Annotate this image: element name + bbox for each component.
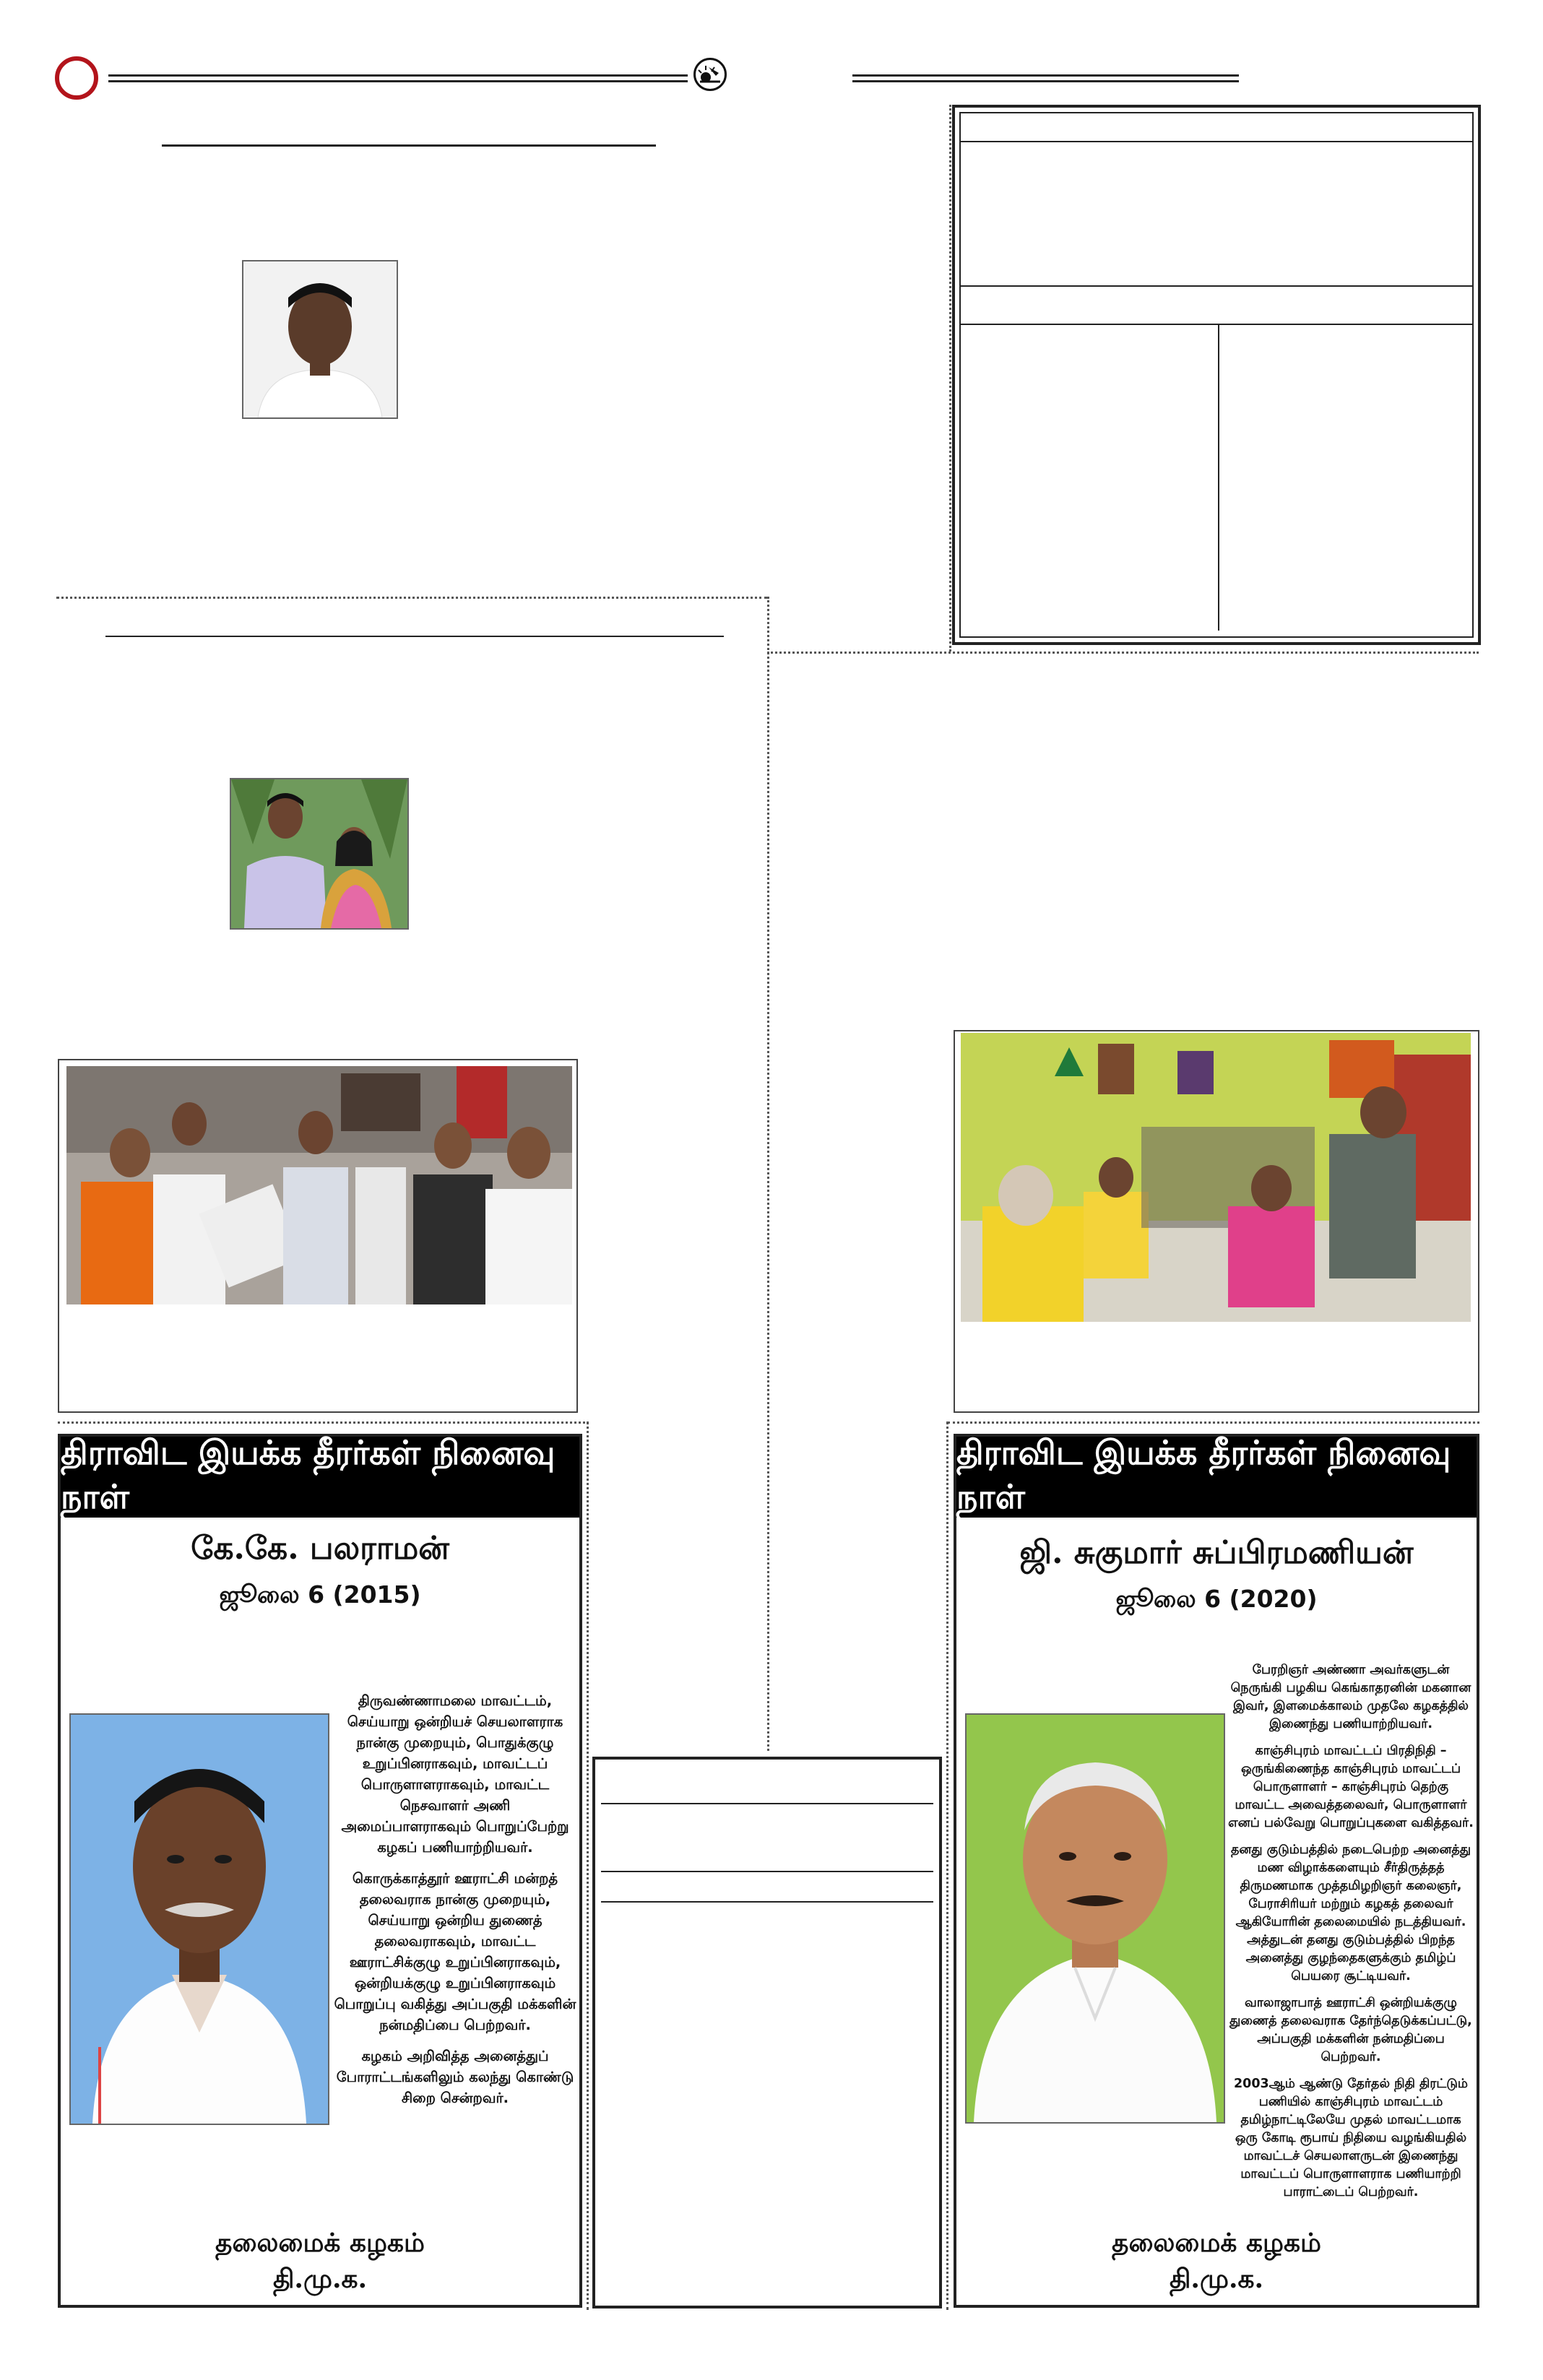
feature-rule-2	[961, 285, 1474, 287]
memorial-left-bio	[334, 1690, 576, 2119]
masthead-rule-right-2	[852, 80, 1239, 82]
separator-dotted-right	[767, 652, 1479, 654]
memorial-left-bio-para: கழகம் அறிவித்த அனைத்துப் போராட்டங்களிலும் கலந்து கொண்டு சிறை சென்றவர்.	[336, 2048, 574, 2106]
masthead-circle-icon	[55, 56, 98, 100]
memorial-right-signature	[956, 2225, 1477, 2297]
rising-sun-emblem-icon	[693, 58, 727, 91]
article-2-rule	[105, 636, 724, 637]
memorial-right-bio-para: வாலாஜாபாத் ஊராட்சி ஒன்றியக்குழு துணைத் தலைவராக தேர்ந்தெடுக்கப்பட்டு, அப்பகுதி மக்களின் நன்மதிப்பை பெற்றவர்.	[1229, 1996, 1472, 2064]
memorial-left-signature	[61, 2225, 579, 2297]
center-notice-box	[592, 1757, 942, 2308]
memorial-right-dotted-top	[948, 1421, 1479, 1424]
top-right-feature-box	[952, 105, 1481, 645]
group-photo-right	[961, 1033, 1471, 1322]
memorial-right-bio-para: தனது குடும்பத்தில் நடைபெற்ற அனைத்து மண விழாக்களையும் சீர்திருத்தத் திருமணமாக முத்தமிழறிஞர் கலைஞர், பேராசிரியர் மற்றும் கழகத் தலைவர் ஆகியோரின் தலைமையில் நடத்தியவர். அத்துடன் தனது குடும்பத்தில் பிறந்த அனைத்து குழந்தைகளுக்கும் தமிழ்ப் பெயரை சூட்டியவர்.	[1231, 1843, 1471, 1983]
memorial-left-dotted-right	[587, 1421, 589, 2310]
memorial-right-sign-line1: தலைமைக் கழகம்	[1112, 2228, 1321, 2258]
memorial-left-portrait	[69, 1713, 329, 2125]
masthead-rule-left	[108, 74, 688, 77]
feature-rule-3	[961, 324, 1474, 325]
article-headline-rule	[162, 144, 656, 147]
masthead-rule-left-2	[108, 80, 688, 82]
center-notice-rule-2	[601, 1871, 933, 1872]
memorial-right-portrait	[965, 1713, 1225, 2124]
memorial-right-bio-para: பேரறிஞர் அண்ணா அவர்களுடன் நெருங்கி பழகிய கெங்காதரனின் மகனான இவர், இளமைக்காலம் முதலே கழகத்தில் இணைந்து பணியாற்றியவர்.	[1230, 1663, 1471, 1731]
feature-rule-1	[961, 141, 1474, 142]
memorial-left-bio-para: கொருக்காத்தூர் ஊராட்சி மன்றத் தலைவராக நான்கு முறையும், செய்யாறு ஒன்றிய துணைத் தலைவராகவும், மாவட்ட ஊராட்சிக்குழு உறுப்பினராகவும், ஒன்றியக்குழு உறுப்பினராகவும் பொறுப்பு வகித்து அப்பகுதி மக்களின் நன்மதிப்பை பெற்றவர்.	[334, 1870, 576, 2033]
memorial-right-bio-para: 2003ஆம் ஆண்டு தேர்தல் நிதி திரட்டும் பணியில் காஞ்சிபுரம் மாவட்டம் தமிழ்நாட்டிலேயே முதல் மாவட்டமாக ஒரு கோடி ரூபாய் நிதியை வழங்கியதில் மாவட்டச் செயலாளருடன் இணைந்து மாவட்டப் பொருளாளராக பணியாற்றி பாராட்டைப் பெற்றவர்.	[1233, 2077, 1469, 2199]
memorial-left-sign-line1: தலைமைக் கழகம்	[215, 2228, 425, 2258]
center-notice-rule-1	[601, 1803, 933, 1804]
group-photo-left	[66, 1066, 572, 1304]
portrait-photo	[242, 260, 398, 419]
center-notice-rule-3	[601, 1901, 933, 1903]
memorial-left-dotted-top	[58, 1421, 585, 1424]
memorial-right-name: ஜி. சுகுமார் சுப்பிரமணியன்	[1019, 1534, 1414, 1571]
couple-photo	[230, 778, 409, 930]
separator-dotted-top	[56, 597, 767, 599]
memorial-right-sign-line2: தி.மு.க.	[1169, 2264, 1264, 2294]
memorial-right-date: ஜூலை 6 (2020)	[1115, 1585, 1318, 1613]
memorial-right-bio-para: காஞ்சிபுரம் மாவட்டப் பிரதிநிதி – ஒருங்கிணைந்த காஞ்சிபுரம் மாவட்டப் பொருளாளர் – காஞ்சிபுரம் தெற்கு மாவட்ட அவைத்தலைவர், பொருளாளர் எனப் பல்வேறு பொறுப்புகளை வகித்தவர்.	[1228, 1744, 1474, 1830]
feature-column-divider	[1218, 325, 1219, 631]
memorial-left-bio-para: திருவண்ணாமலை மாவட்டம், செய்யாறு ஒன்றியச் செயலாளராக நான்கு முறையும், பொதுக்குழு உறுப்பினராகவும், மாவட்டப் பொருளாளராகவும், மாவட்ட நெசவாளர் அணி அமைப்பாளராகவும் பொறுப்பேற்று கழகப் பணியாற்றியவர்.	[341, 1692, 569, 1856]
memorial-right-dotted-left	[946, 1421, 948, 2310]
separator-dotted-center	[767, 597, 769, 1751]
memorial-left-sign-line2: தி.மு.க.	[272, 2264, 368, 2294]
memorial-right-banner: திராவிட இயக்க தீரர்கள் நினைவு நாள்	[956, 1437, 1477, 1518]
memorial-left-banner: திராவிட இயக்க தீரர்கள் நினைவு நாள்	[61, 1437, 579, 1518]
memorial-left-date: ஜூலை 6 (2015)	[219, 1580, 421, 1609]
memorial-left-name: கே.கே. பலராமன்	[191, 1530, 449, 1567]
memorial-right-bio	[1228, 1661, 1474, 2210]
masthead-rule-right	[852, 74, 1239, 77]
separator-dotted-right-col	[949, 105, 951, 652]
